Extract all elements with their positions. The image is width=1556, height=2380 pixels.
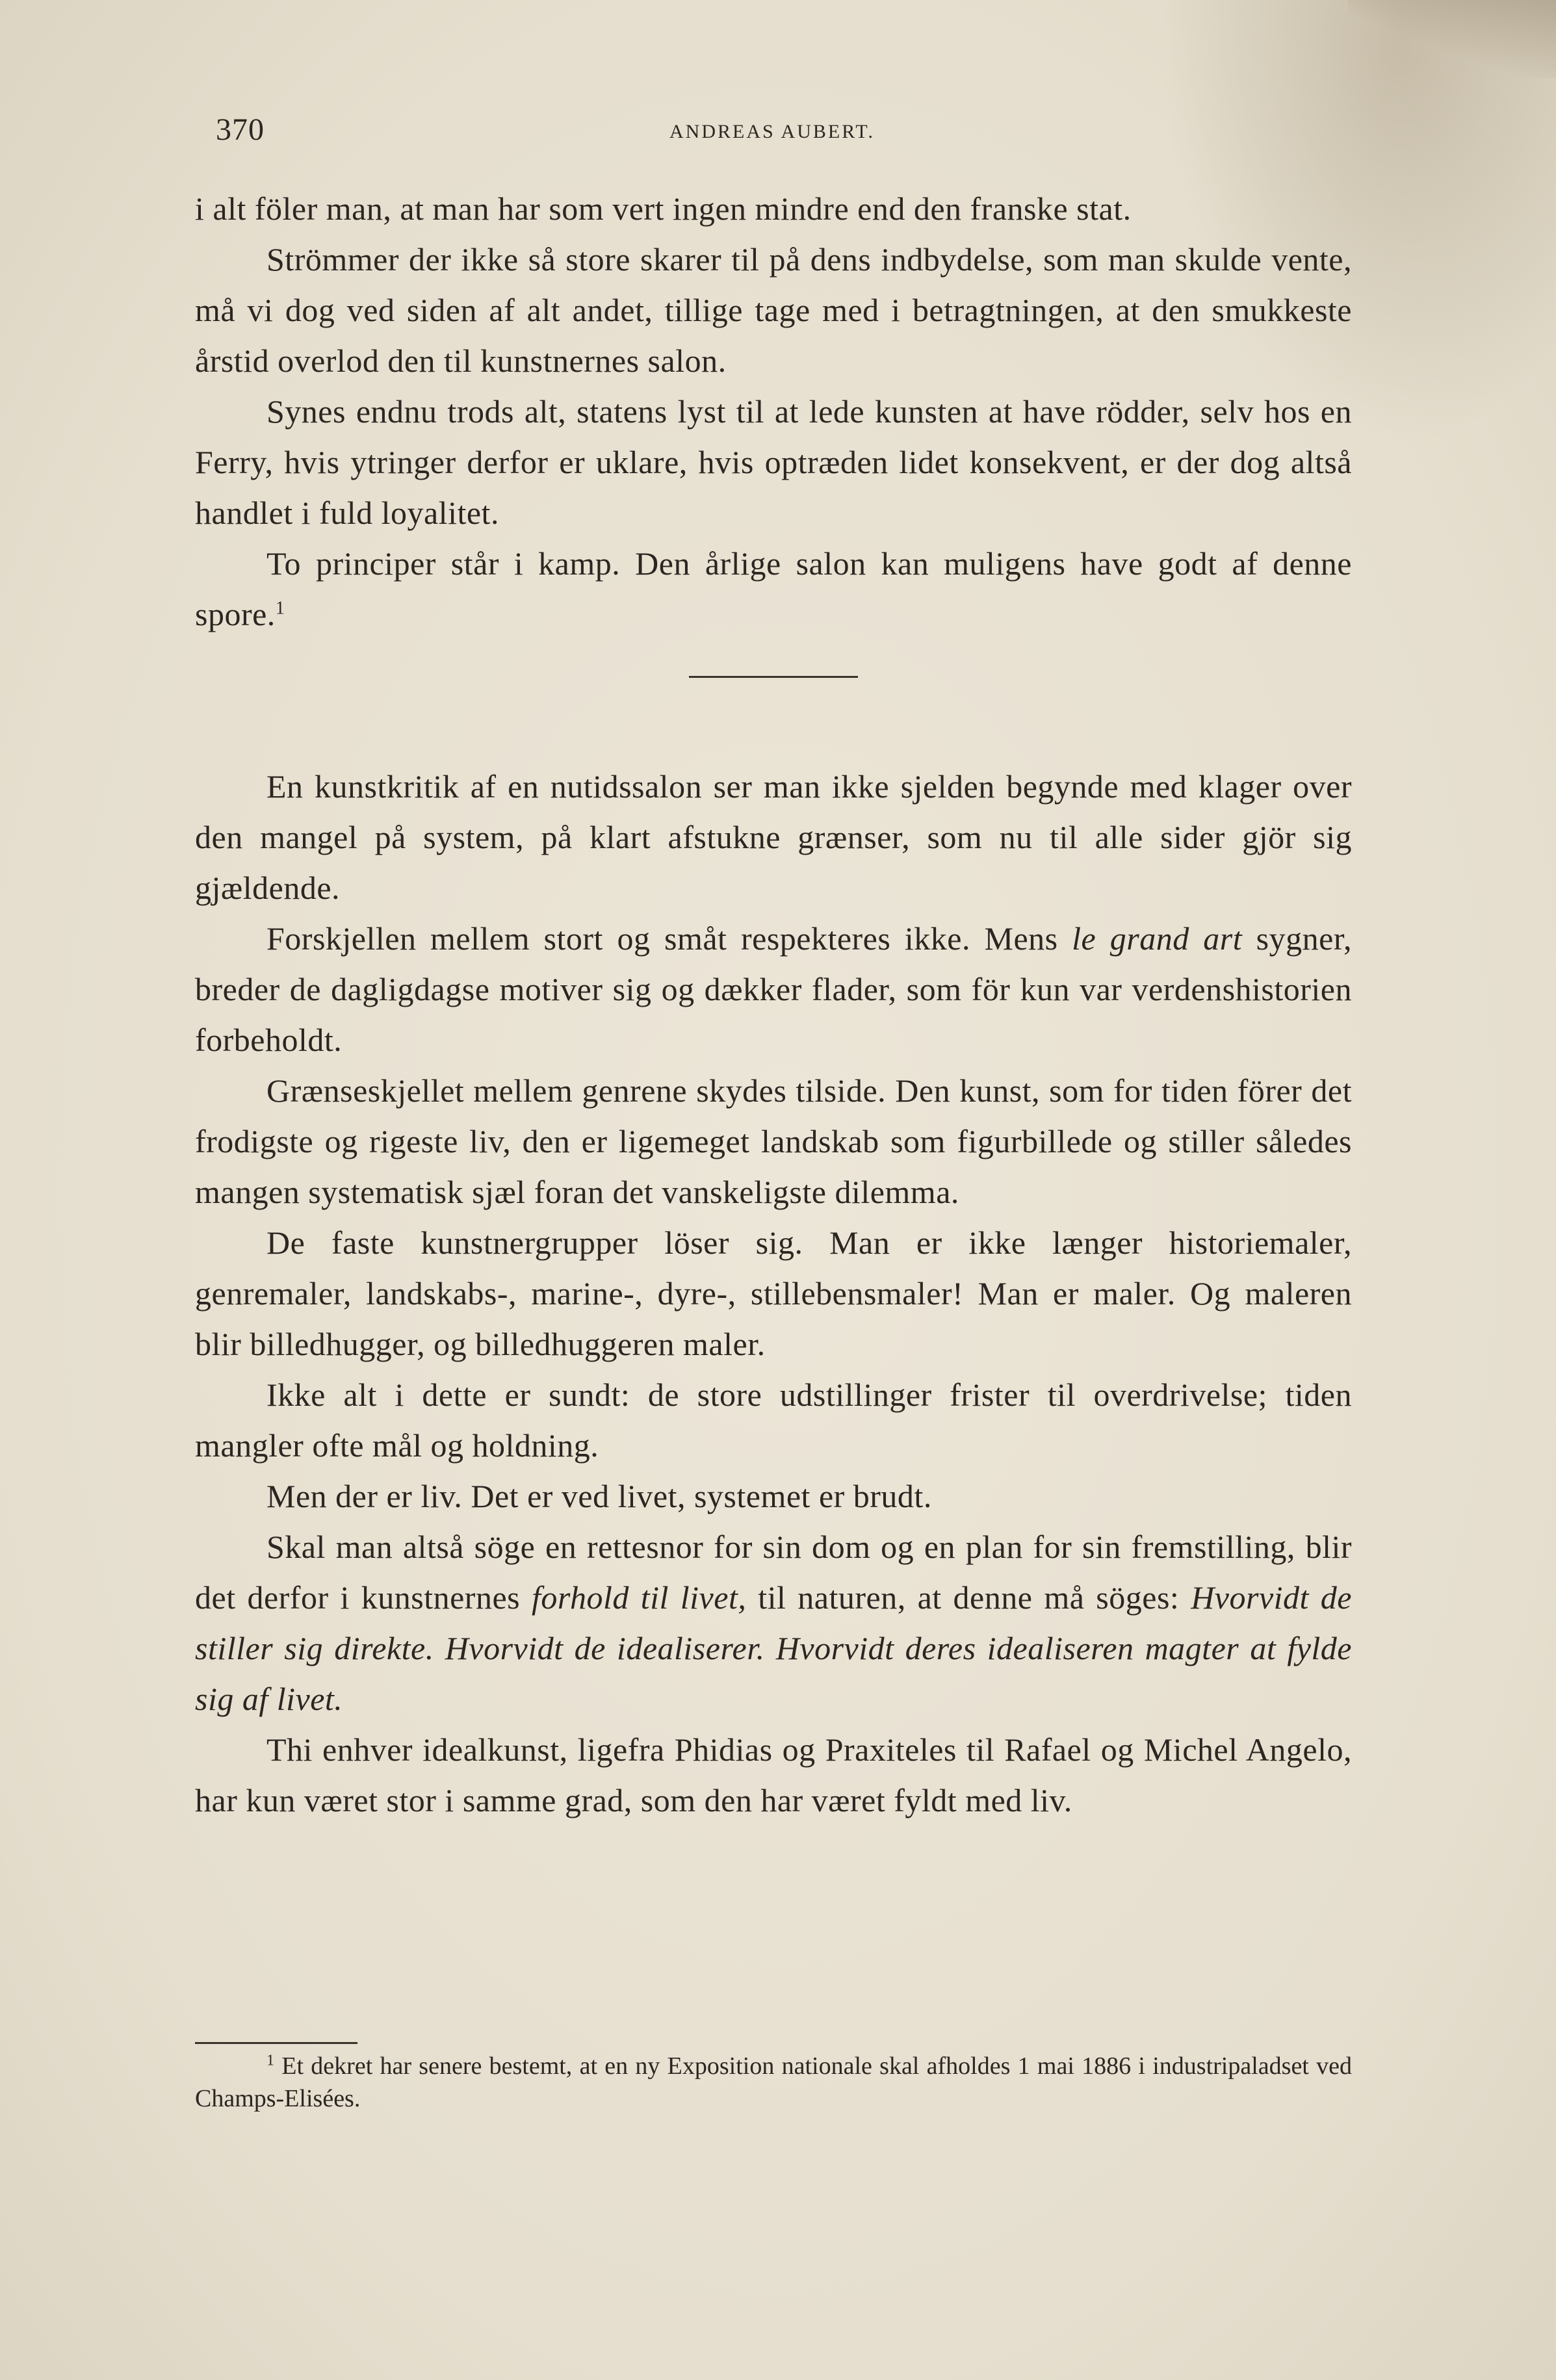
footnote-marker: 1 — [266, 2052, 274, 2069]
paragraph: Men der er liv. Det er ved livet, systemet er brudt. — [266, 1478, 932, 1514]
paragraph: Thi enhver idealkunst, ligefra Phidias og Praxiteles til Rafael og Michel Angelo, har kun været stor i samme grad, som den har været fyldt med liv. — [195, 1731, 1352, 1818]
footnote-reference: 1 — [275, 598, 285, 619]
paragraph — [195, 538, 1352, 640]
paragraph-text: sygner, breder de dagligdagse motiver sig og dækker flader, som för kun var verdenshistorien forbeholdt. — [195, 920, 1352, 1058]
footnote-text: Et dekret har senere bestemt, at en ny Exposition nationale skal afholdes 1 mai 1886 i industripaladset ved Champs-Elisées. — [195, 2052, 1352, 2112]
paragraph: En kunstkritik af en nutidssalon ser man ikke sjelden begynde med klager over den mangel på system, på klart afstukne grænser, som nu til alle sider gjör sig gjældende. — [195, 768, 1352, 906]
paragraph-text: To principer står i kamp. Den årlige salon kan muligens have godt af denne spore. — [195, 545, 1352, 632]
paragraph: i alt föler man, at man har som vert ingen mindre end den franske stat. — [195, 190, 1132, 227]
paragraph: Ikke alt i dette er sundt: de store udstillinger frister til overdrivelse; tiden mangler ofte mål og holdning. — [195, 1377, 1352, 1464]
running-head: ANDREAS AUBERT. — [669, 121, 875, 142]
page-header — [195, 112, 1352, 157]
page-number: 370 — [216, 112, 265, 147]
italic-phrase: Hvorvidt de stiller sig direkte. Hvorvidt de idealiserer. Hvorvidt deres idealiseren magter at fylde sig af livet. — [195, 1579, 1352, 1717]
paragraph-text: til naturen, at denne må söges: — [746, 1579, 1191, 1616]
footnote — [195, 2050, 1352, 2115]
italic-phrase: le grand art — [1072, 920, 1243, 957]
italic-phrase: forhold til livet, — [532, 1579, 747, 1616]
section-gap — [195, 678, 1352, 761]
paragraph — [195, 913, 1352, 1065]
paragraph: De faste kunstnergrupper löser sig. Man er ikke længer historiemaler, genremaler, landskabs-, marine-, dyre-, stillebensmaler! Man er maler. Og maleren blir billedhugger, og billedhuggeren maler. — [195, 1224, 1352, 1362]
paragraph: Grænseskjellet mellem genrene skydes tilside. Den kunst, som for tiden förer det frodigste og rigeste liv, den er ligemeget landskab som figurbillede og stiller således mangen systematisk sjæl foran det vanskeligste dilemma. — [195, 1072, 1352, 1210]
paragraph: Synes endnu trods alt, statens lyst til at lede kunsten at have rödder, selv hos en Ferry, hvis ytringer derfor er uklare, hvis optræden lidet konsekvent, er der dog altså handlet i fuld loyalitet. — [195, 393, 1352, 531]
page-edge-shadow — [1348, 0, 1556, 78]
paragraph — [195, 1521, 1352, 1724]
body-text — [195, 183, 1352, 1826]
paragraph-text: Forskjellen mellem stort og småt respekteres ikke. Mens — [266, 920, 1072, 957]
paragraph: Strömmer der ikke så store skarer til på dens indbydelse, som man skulde vente, må vi dog ved siden af alt andet, tillige tage med i betragtningen, at den smukkeste årstid overlod den til kunstnernes salon. — [195, 241, 1352, 379]
paragraph-text: Skal man altså söge en rettesnor for sin dom og en plan for sin fremstilling, blir det derfor i kunstnernes — [195, 1529, 1352, 1616]
footnote-rule — [195, 2042, 357, 2044]
